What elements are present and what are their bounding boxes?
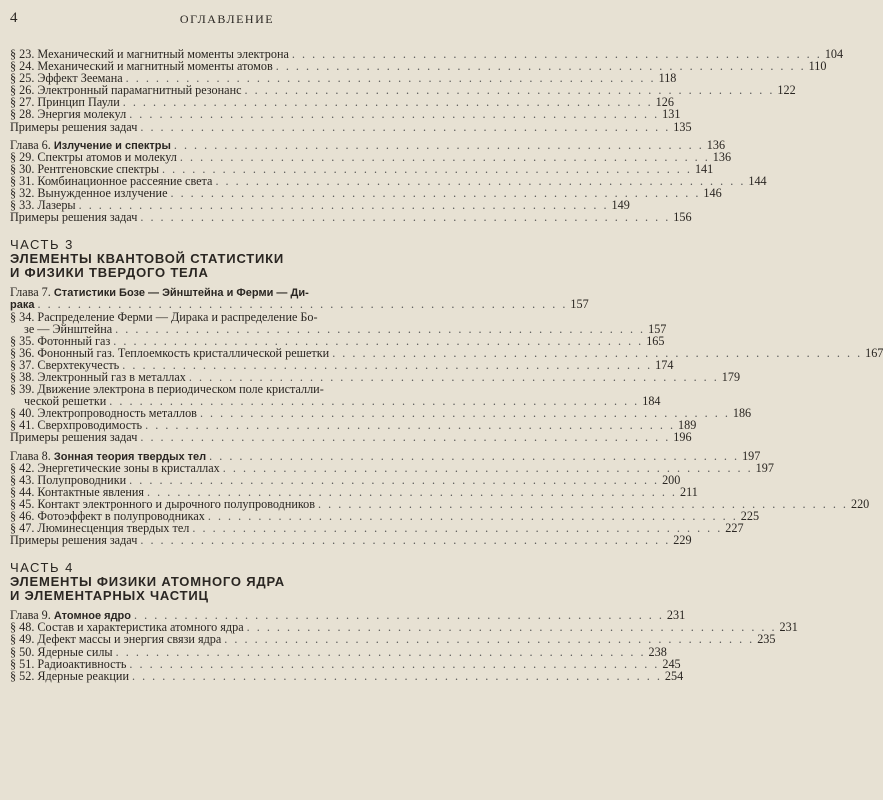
toc-entry-page: 245 (662, 656, 681, 671)
toc-entry-page: 189 (678, 418, 697, 433)
dot-leader (116, 646, 646, 658)
toc-entry-page: 179 (721, 369, 741, 384)
chapter-heading (10, 137, 726, 152)
toc-entry-title: § 25. Эффект Зеемана (10, 71, 123, 86)
toc-entry-page: 231 (779, 620, 798, 635)
toc-entry-title: § 36. Фононный газ. Теплоемкость кристаллической решетки (10, 345, 330, 360)
dot-leader (140, 431, 670, 443)
toc-entry-page: 122 (777, 83, 796, 98)
toc-entry-title: § 48. Состав и характеристика атомного ядра (10, 620, 244, 635)
toc-entry (10, 119, 692, 134)
toc-entry-title: § 32. Вынужденное излучение (10, 186, 168, 201)
dot-leader (140, 121, 670, 133)
toc-entry-page: 136 (712, 149, 732, 164)
toc-entry-title: § 40. Электропроводность металлов (10, 406, 197, 421)
page-title: ОГЛАВЛЕНИЕ (179, 12, 275, 26)
page-header (10, 10, 444, 28)
toc-entry (10, 460, 774, 475)
dot-leader (129, 658, 659, 670)
toc-entry-page: 186 (732, 406, 752, 421)
toc-entry-page: 165 (646, 333, 665, 348)
dot-leader (129, 108, 659, 120)
toc-entry-title: § 35. Фотонный газ (10, 333, 111, 348)
toc-entry-title: Примеры решения задач (10, 119, 138, 134)
toc-entry-page: 156 (673, 210, 692, 225)
toc-entry-title: § 24. Механический и магнитный моменты атомов (10, 59, 273, 74)
toc-entry-title: § 51. Радиоактивность (10, 656, 127, 671)
toc-entry (10, 472, 681, 487)
toc-entry (10, 632, 776, 647)
toc-entry-title: Примеры решения задач (10, 430, 138, 445)
toc-entry-title: § 49. Дефект массы и энергия связи ядра (10, 632, 222, 647)
dot-leader (132, 670, 662, 682)
toc-entry-title: § 23. Механический и магнитный моменты электрона (10, 47, 289, 61)
chapter-label: Глава 8. (10, 448, 51, 463)
toc-entry (10, 311, 443, 323)
toc-entry-title: § 50. Ядерные силы (10, 644, 113, 659)
chapter-page: 136 (706, 137, 726, 152)
toc-entry-page: 141 (694, 161, 714, 176)
part-label: ЧАСТЬ 3 (10, 237, 74, 253)
toc-entry-page: 254 (664, 668, 684, 683)
chapter-title: Статистики Бозе — Эйнштейна и Ферми — Ди- (53, 287, 309, 300)
chapter-label: Глава 7. (10, 285, 51, 300)
toc-entry (10, 430, 692, 445)
toc-entry-page: 126 (655, 95, 674, 110)
toc-entry-page: 174 (655, 357, 674, 372)
part-title-line: И ЭЛЕМЕНТАРНЫХ ЧАСТИЦ (10, 588, 209, 604)
part-title-line: ЭЛЕМЕНТЫ КВАНТОВОЙ СТАТИСТИКИ (10, 251, 285, 267)
toc-entry-title: § 45. Контакт электронного и дырочного полупроводников (10, 496, 316, 511)
toc-entry-title: § 34. Распределение Ферми — Дирака и распределение Бо- (10, 309, 318, 324)
toc-entry (10, 210, 692, 225)
toc-entry-page: 157 (648, 321, 667, 336)
toc-entry-title: § 31. Комбинационное рассеяние света (10, 173, 213, 188)
dot-leader (224, 633, 754, 645)
chapter-label: Глава 6. (10, 137, 51, 152)
toc-entry-title: § 29. Спектры атомов и молекул (10, 149, 177, 164)
toc-entry (10, 533, 692, 548)
toc-entry-title: § 43. Полупроводники (10, 472, 127, 487)
toc-entry-title: § 42. Энергетические зоны в кристаллах (10, 460, 220, 475)
toc-entry-title: § 41. Сверхпроводимость (10, 418, 143, 433)
dot-leader (115, 323, 645, 335)
toc-entry-title: § 27. Принцип Паули (10, 95, 120, 110)
dot-leader (140, 211, 670, 223)
toc-list (10, 309, 883, 445)
toc-entry-title: § 47. Люминесценция твердых тел (10, 521, 190, 536)
chapter-title-cont: рака (10, 299, 35, 312)
toc-entry (10, 333, 665, 348)
toc-list (10, 460, 870, 548)
chapter-page: 231 (666, 608, 686, 623)
toc-entry-page: 220 (850, 496, 870, 511)
toc-entry-title: § 26. Электронный парамагнитный резонанс (10, 83, 242, 98)
toc-entry-page: 238 (648, 644, 667, 659)
chapter-title: Атомное ядро (53, 610, 131, 623)
toc-entry-page: 167 (865, 345, 883, 360)
dot-leader (223, 462, 753, 474)
dot-leader (129, 474, 659, 486)
toc-entry-page: 196 (673, 430, 692, 445)
toc-entry (10, 656, 681, 671)
toc-entry-page: 110 (808, 59, 827, 74)
dot-leader (113, 335, 643, 347)
chapter-heading (10, 448, 761, 463)
dot-leader (140, 534, 670, 546)
toc-list (10, 620, 798, 683)
toc-entry-title: § 28. Энергия молекул (10, 107, 127, 122)
toc-list (10, 47, 844, 134)
toc-entry-title: § 52. Ядерные реакции (10, 668, 129, 683)
toc-entry-page: 104 (824, 47, 844, 61)
chapter-label: Глава 9. (10, 608, 51, 623)
toc-entry (10, 644, 667, 659)
chapter-heading-continued (10, 297, 589, 312)
toc-entry-page: 184 (642, 394, 661, 409)
toc-entry-page: 118 (658, 71, 677, 86)
toc-entry-title: Примеры решения задач (10, 210, 138, 225)
toc-entry-page: 149 (611, 198, 630, 213)
toc-entry (10, 321, 667, 336)
toc-entry-page: 229 (673, 533, 692, 548)
toc-entry-page: 197 (755, 460, 774, 475)
part-heading (10, 561, 443, 603)
part-heading (10, 238, 443, 280)
toc-entry-page: 135 (673, 119, 692, 134)
chapter-title: Излучение и спектры (53, 139, 171, 152)
toc-entry-title: § 38. Электронный газ в металлах (10, 369, 186, 384)
chapter-page: 157 (570, 297, 589, 312)
part-label: ЧАСТЬ 4 (10, 560, 74, 576)
part-title-line: ЭЛЕМЕНТЫ ФИЗИКИ АТОМНОГО ЯДРА (10, 574, 285, 590)
toc-entry-title: § 39. Движение электрона в периодическом поле кристалли- (10, 382, 324, 397)
toc-entry (10, 107, 681, 122)
toc-entry-page: 235 (757, 632, 776, 647)
toc-entry-title: § 44. Контактные явления (10, 484, 145, 499)
toc-entry-page: 211 (679, 484, 698, 499)
toc-entry-title: § 37. Сверхтекучесть (10, 357, 120, 372)
toc-entry-page: 227 (725, 521, 744, 536)
toc-entry-page: 225 (740, 509, 760, 523)
toc-entry-title: § 46. Фотоэффект в полупроводниках (10, 509, 205, 523)
toc-entry-title: § 30. Рентгеновские спектры (10, 161, 160, 176)
page-number: 4 (10, 10, 18, 26)
toc-entry-title: ческой решетки (24, 394, 107, 409)
toc-entry-page: 131 (662, 107, 681, 122)
toc-entry-page: 146 (703, 186, 722, 201)
table-of-contents (10, 47, 883, 683)
toc-entry (10, 668, 684, 683)
toc-entry-title: Примеры решения задач (10, 533, 138, 548)
toc-entry-title: § 33. Лазеры (10, 198, 76, 213)
chapter-page: 197 (742, 448, 761, 463)
toc-entry-page: 200 (662, 472, 681, 487)
toc-entry-title: зе — Эйнштейна (24, 321, 113, 336)
toc-list (10, 149, 767, 225)
chapter-title: Зонная теория твердых тел (53, 450, 207, 463)
part-title-line: И ФИЗИКИ ТВЕРДОГО ТЕЛА (10, 265, 209, 281)
toc-entry-page: 144 (748, 173, 767, 188)
